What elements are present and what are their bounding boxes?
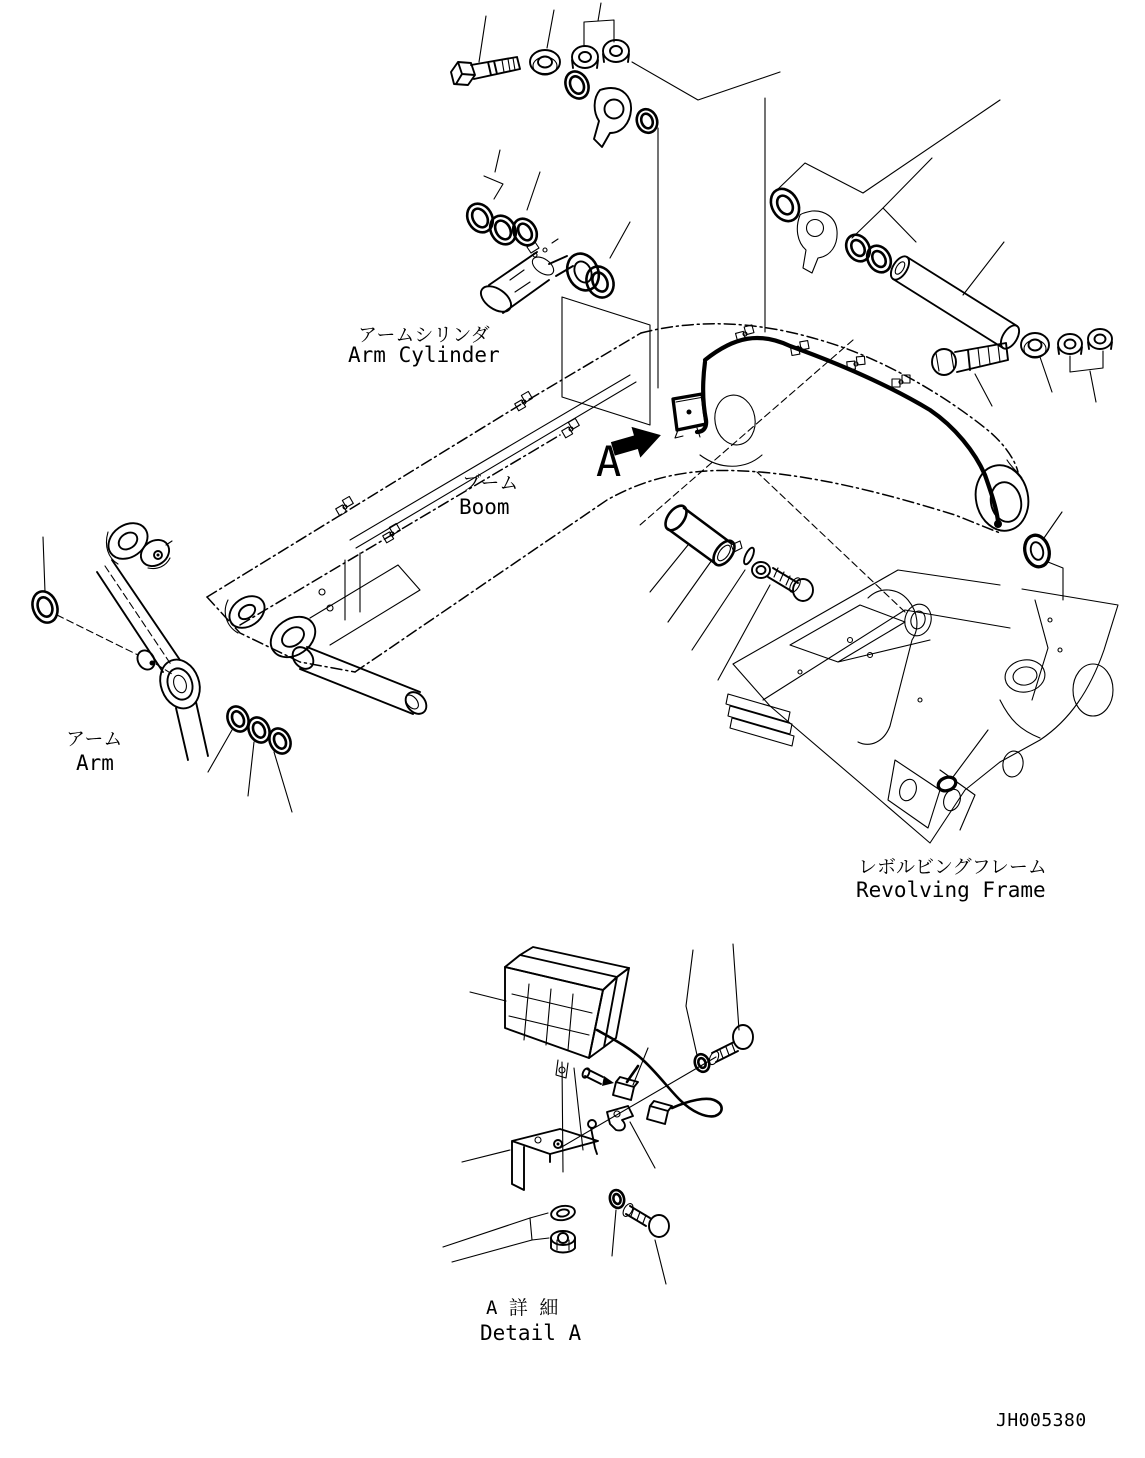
group-bracket [443,1213,549,1262]
small-screw-icon [588,1120,597,1154]
bolt-icon [707,1025,753,1066]
boom-label-en: Boom [459,495,510,519]
leader-line [43,537,45,592]
o-ring-group [1021,512,1063,600]
seal-ring-icon [485,211,521,249]
detail-a-title-en: Detail A [480,1321,582,1345]
drawing-number: JH005380 [996,1410,1087,1431]
revolving-frame-label-jp: レボルビングフレーム [858,856,1047,878]
hose-clamp-icon [560,418,582,437]
group-window [562,297,650,425]
bolt-icon [768,568,813,601]
group-bracket [632,62,780,100]
boom-label-jp: ブーム [462,472,519,494]
frame-structure [726,570,1118,843]
bolt-icon [932,343,1008,375]
nut-icon [1088,329,1112,349]
revolving-frame-label-en: Revolving Frame [856,878,1046,902]
leader-line [655,1240,666,1284]
o-ring-bore [1029,541,1045,561]
pin-icon [661,502,742,569]
leader-line [527,172,540,210]
leader-line [547,10,554,48]
flat-washer-icon [742,546,756,565]
boom-foot-pin [288,643,430,718]
leader-line [479,16,486,62]
arm-label-jp: アーム [66,728,123,750]
pivot-pin-group [650,502,813,680]
nut-icon [752,562,770,578]
bolt-icon [621,1202,669,1237]
leader-line [650,545,770,680]
arm-structure [97,516,208,760]
mounting-bracket-icon [512,1129,598,1190]
detail-a-view [443,944,753,1345]
hose-clamp-icon [334,496,356,515]
leader-line [630,1122,655,1168]
group-bracket [584,3,614,46]
leader-line [1040,357,1052,392]
top-fastener-group [451,3,780,388]
connector-icon [647,1101,672,1124]
nut-icon [572,46,598,68]
arm-assembly [28,516,294,812]
flanged-nut-icon [530,50,560,75]
boom-top-chord [207,333,641,597]
o-ring-icon [1021,532,1052,569]
bolt-icon [451,57,520,85]
group-bracket [852,158,932,242]
washer-icon [633,106,660,135]
washer-icon [692,1052,711,1074]
detail-a-title-jp: A 詳 細 [486,1297,559,1319]
leader-line [953,730,988,777]
leader-line [975,374,992,406]
right-fastener-group [765,100,1112,406]
cylinder-pin-icon [887,253,1023,351]
leader-line [462,1150,510,1162]
group-bracket [1070,351,1103,402]
seal-ring-icon [581,262,618,302]
seal-ring-icon [28,588,61,626]
group-bracket [777,100,1000,193]
leader-line [484,150,503,199]
leader-line [562,1062,583,1172]
arm-cylinder-label-jp: アームシリンダ [358,324,490,346]
leader-line [757,472,905,612]
leader-line [733,944,739,1030]
screw-with-arrow-icon [581,1067,614,1086]
leader-line [208,730,292,812]
leader-line [612,1210,616,1256]
boom-piping [350,375,636,548]
work-lamp-icon [505,947,629,1078]
arm-label-en: Arm [76,751,114,775]
leader-line [610,222,630,258]
leader-line [686,950,697,1055]
washer-icon [561,68,593,103]
leader-line [1044,512,1063,600]
washer-icon [608,1188,626,1209]
nut-icon [603,40,629,62]
detail-marker-letter: A [596,437,622,486]
leader-line [470,992,506,1001]
connector-icon [613,1077,638,1100]
arm-cylinder-assembly [348,150,650,425]
flanged-nut-icon [1021,333,1049,358]
o-ring-icon [936,775,957,793]
leader-line [640,340,853,525]
cable-end [994,520,1002,528]
nut-icon [551,1231,575,1253]
hose-clamp-icon [381,523,403,542]
revolving-frame-assembly [726,570,1118,902]
cable-clamp-icon [594,88,631,147]
boom-bore-outline [711,392,759,448]
nut-icon [1058,334,1082,354]
washer-icon [550,1204,576,1222]
leader-line [963,242,1004,295]
arm-cylinder-label-en: Arm Cylinder [348,343,500,367]
boom-assembly [207,324,1034,718]
cable-clamp-icon [797,211,837,273]
